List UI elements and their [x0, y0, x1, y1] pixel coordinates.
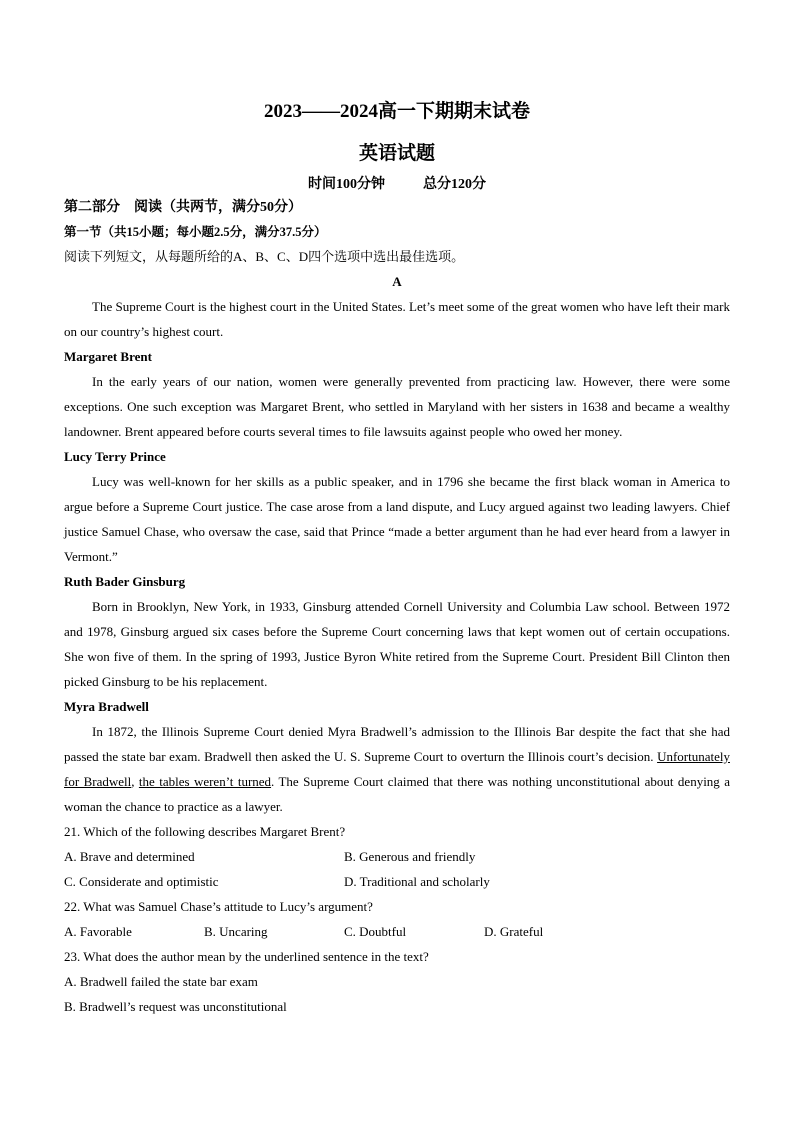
exam-content	[64, 196, 730, 1019]
underlined-phrase-2: the tables weren’t turned	[138, 774, 272, 789]
person-heading-bradwell: Myra Bradwell	[64, 699, 149, 714]
bradwell-text-a: In 1872, the Illinois Supreme Court denied Myra Bradwell’s admission to the Illinois Bar despite the fact that she had passed the state bar exam. Bradwell then asked the U. S. Supreme Court to overturn the Illinois court’s decision.	[64, 724, 730, 764]
total-score: 总分120分	[423, 177, 486, 192]
bradwell-text-b: . The Supreme Court claimed that there was nothing unconstitutional about denying a woman the chance to practice as a lawyer.	[64, 774, 730, 814]
paragraph-bradwell	[64, 719, 730, 819]
paragraph-ginsburg: Born in Brooklyn, New York, in 1933, Ginsburg attended Cornell University and Columbia Law school. Between 1972 and 1978, Ginsburg argued six cases before the Supreme Court concerning laws that kept women out of certain occupations. She won five of them. In the spring of 1993, Justice Byron White retired from the Supreme Court. President Bill Clinton then picked Ginsburg to be his replacement.	[64, 599, 730, 689]
passage-intro: The Supreme Court is the highest court in the United States. Let’s meet some of the great women who have left their mark on our country’s highest court.	[64, 299, 730, 339]
question-22: 22. What was Samuel Chase’s attitude to Lucy’s argument?	[64, 899, 373, 914]
option-23-a: A. Bradwell failed the state bar exam	[64, 974, 258, 989]
time-limit: 时间100分钟	[308, 177, 385, 192]
instruction-text: 阅读下列短文，从每题所给的A、B、C、D四个选项中选出最佳选项。	[64, 249, 465, 264]
option-22-d: D. Grateful	[484, 924, 544, 939]
option-21-c: C. Considerate and optimistic	[64, 874, 219, 889]
person-heading-ginsburg: Ruth Bader Ginsburg	[64, 574, 186, 589]
paragraph-brent: In the early years of our nation, women were generally prevented from practicing law. However, there were some exceptions. One such exception was Margaret Brent, who settled in Maryland with her sisters in 1638 and became a wealthy landowner. Brent appeared before courts several times to file lawsuits against people who owed her money.	[64, 374, 730, 439]
exam-meta	[0, 173, 794, 193]
option-22-b: B. Uncaring	[204, 924, 268, 939]
option-23-b: B. Bradwell’s request was unconstitutional	[64, 999, 287, 1014]
person-heading-brent: Margaret Brent	[64, 349, 152, 364]
part-heading: 第二部分 阅读（共两节，满分50分）	[64, 200, 302, 215]
option-21-a: A. Brave and determined	[64, 849, 195, 864]
question-23: 23. What does the author mean by the underlined sentence in the text?	[64, 949, 429, 964]
option-21-b: B. Generous and friendly	[344, 849, 476, 864]
option-21-d: D. Traditional and scholarly	[344, 874, 490, 889]
subject-title: 英语试题	[358, 143, 435, 164]
passage-letter: A	[392, 274, 402, 289]
question-21: 21. Which of the following describes Margaret Brent?	[64, 824, 346, 839]
section-heading: 第一节（共15小题；每小题2.5分，满分37.5分）	[64, 225, 327, 239]
option-22-c: C. Doubtful	[344, 924, 407, 939]
question-21-options-row-1	[64, 844, 730, 869]
bradwell-comma: ,	[131, 774, 139, 789]
exam-title: 2023——2024高一下期期末试卷	[263, 101, 530, 122]
question-21-options-row-2	[64, 869, 730, 894]
underlined-phrase-1: Unfortunately for Bradwell	[64, 749, 730, 789]
option-22-a: A. Favorable	[64, 924, 132, 939]
paragraph-prince: Lucy was well-known for her skills as a public speaker, and in 1796 she became the first black woman in America to argue before a Supreme Court justice. The case arose from a land dispute, and Lucy argued against two leading lawyers. Chief justice Samuel Chase, who oversaw the case, said that Prince “made a better argument than he had ever heard from a lawyer in Vermont.”	[64, 474, 730, 564]
person-heading-prince: Lucy Terry Prince	[64, 449, 166, 464]
question-22-options	[64, 919, 730, 944]
